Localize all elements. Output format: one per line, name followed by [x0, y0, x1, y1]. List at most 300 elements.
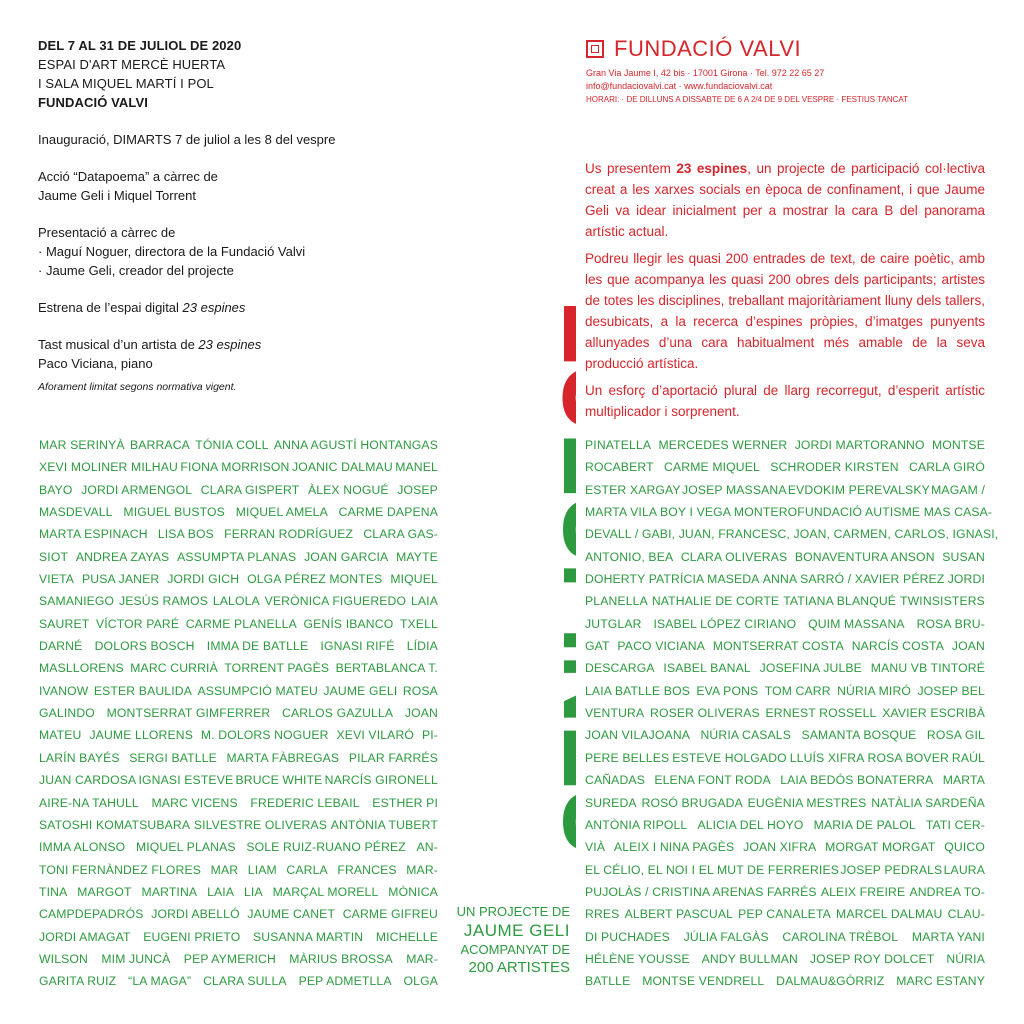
artist-name: NATÀLIA SARDEÑA [871, 795, 985, 810]
inauguration-text: Inauguració, DIMARTS 7 de juliol a les 8 del vespre [38, 132, 336, 147]
name-line [39, 657, 438, 679]
artist-name: IGNASI ESTEVE [138, 773, 234, 788]
artist-name: RRES [585, 907, 620, 922]
artist-name: JORDI ABELLÓ [151, 907, 240, 922]
artist-name: JOAN XIFRA [743, 840, 817, 855]
name-line [39, 613, 438, 635]
name-line [39, 836, 438, 858]
artist-name: QUIM MASSANA [808, 616, 905, 631]
intro-paragraph-1 [585, 158, 985, 242]
name-line [585, 546, 985, 568]
artist-name: SATOSHI KOMATSUBARA [39, 817, 191, 832]
action-line-2: Jaume Geli i Miquel Torrent [38, 188, 196, 203]
artist-name: FRANCES [337, 862, 397, 877]
artist-name: EVDOKIM PEREVALSKY [787, 482, 930, 497]
artist-name: DEVALL / GABI, JUAN, FRANCESC, JOAN, CARMEN, CARLOS, IGNASI, [585, 527, 999, 542]
artist-name: MAR- [406, 951, 438, 966]
artist-name: ASSUMPTA PLANAS [177, 549, 297, 564]
artist-name: PEP ADMETLLA [298, 974, 392, 989]
artist-name: MORGAT MORGAT [825, 840, 936, 855]
artist-name: MICHELLE [375, 929, 438, 944]
artist-name: AIRE-NA TAHULL [39, 795, 139, 810]
artist-name: M. DOLORS NOGUER [200, 728, 329, 743]
artist-name: PUSA JANER [81, 572, 160, 587]
artist-name: JOANIC DALMAU [291, 460, 393, 475]
artist-name: GALINDO [39, 706, 95, 721]
artist-name: DESCARGA [585, 661, 655, 676]
name-line [39, 434, 438, 456]
artist-name: NARCÍS GIRONELL [324, 773, 438, 788]
artist-name: MAR- [406, 862, 438, 877]
artist-name: CARME DAPENA [338, 505, 438, 520]
artist-name: GAT [585, 639, 610, 654]
artist-name: EL CÉLIO, EL NOI I EL MUT DE FERRERIES [585, 862, 840, 877]
artist-list-left [39, 434, 438, 993]
artist-name: ROSER OLIVERAS [650, 706, 760, 721]
artist-name: SAMANIEGO [39, 594, 115, 609]
artist-name: JORDI MARTORANNO [794, 438, 925, 452]
name-line [585, 590, 985, 612]
artist-name: CAROLINA TRÈBOL [782, 929, 899, 944]
artist-name: JOAN [404, 706, 438, 721]
artist-name: FUNDACIÓ AUTISME MAS CASA- [797, 505, 993, 520]
name-line [585, 948, 985, 970]
name-line [39, 702, 438, 724]
artist-name: PERE BELLES [585, 750, 670, 765]
artist-name: CAMPDEPADRÓS [39, 907, 144, 922]
foundation-logo [586, 36, 801, 62]
name-line [585, 792, 985, 814]
artist-name: MONTSE [931, 438, 985, 452]
subtitle-line-1: UN PROJECTE DE [456, 904, 570, 919]
artist-name: LAIA BEDÓS BONATERRA [780, 773, 934, 788]
artist-name: PUJOLÀS / CRISTINA ARENAS FARRÉS [585, 884, 817, 899]
event-dates: DEL 7 AL 31 DE JULIOL DE 2020 [38, 38, 242, 53]
name-line [39, 948, 438, 970]
intro-p1-start: Us presentem [585, 161, 677, 176]
name-line [39, 747, 438, 769]
artist-name: PLANELLA [585, 594, 648, 609]
name-line [585, 814, 985, 836]
artist-name: ROCABERT [585, 460, 654, 475]
artist-name: JÚLIA FALGÀS [683, 929, 769, 944]
name-line [39, 792, 438, 814]
artist-name: ROSA [402, 683, 438, 698]
artist-name: “LA MAGA” [128, 974, 192, 989]
artist-name: MIQUEL PLANAS [135, 840, 236, 855]
name-line [39, 635, 438, 657]
artist-name: CAÑADAS [585, 773, 645, 788]
artist-name: MONTSERRAT COSTA [712, 639, 844, 654]
capacity-note: Aforament limitat segons normativa vigent. [38, 381, 237, 393]
event-info [38, 36, 438, 394]
name-line [39, 479, 438, 501]
artist-name: XEVI MOLINER MILHAU [39, 460, 178, 475]
artist-name: IMMA ALONSO [39, 840, 126, 855]
artist-name: EUGÈNIA MESTRES [747, 795, 867, 810]
artist-name: PI- [421, 728, 438, 743]
artist-name: AN- [416, 840, 438, 855]
artist-name: BONAVENTURA ANSON [794, 549, 935, 564]
artist-name: XEVI VILARÓ [336, 728, 415, 743]
artist-name: LIA [243, 884, 263, 899]
artist-name: SAURET [39, 616, 90, 631]
artist-name: MASDEVALL [39, 505, 113, 520]
title-graphic [456, 300, 576, 860]
name-line [39, 881, 438, 903]
artist-name: QUICO [944, 840, 985, 855]
artist-name: ISABEL BANAL [663, 661, 751, 676]
artist-name: TINA [39, 884, 68, 899]
name-line [39, 456, 438, 478]
artist-name: LALOLA [212, 594, 260, 609]
artist-name: ROSA GIL [926, 728, 985, 743]
artist-name: CARME PLANELLA [185, 616, 297, 631]
artist-name: TOM CARR [764, 683, 831, 698]
premiere-prefix: Estrena de l’espai digital [38, 300, 183, 315]
name-line [39, 926, 438, 948]
artist-name: CARLA GIRÓ [908, 460, 985, 475]
artist-name: MASLLORENS [39, 661, 124, 676]
artist-name: CARME GIFREU [342, 907, 438, 922]
artist-name: BRUCE WHITE [235, 773, 323, 788]
venue-line-3: FUNDACIÓ VALVI [38, 95, 148, 110]
artist-name: JOSEP BEL [917, 683, 985, 698]
artist-name: NATHALIE DE CORTE [651, 594, 780, 609]
artist-name: PATRÍCIA MASEDA [648, 572, 760, 587]
artist-name: IGNASI RIFÉ [320, 639, 395, 654]
artist-name: PACO VICIANA [617, 639, 706, 654]
artist-name: TORRENT PAGÈS [224, 661, 330, 676]
artist-name: LARÍN BAYÉS [39, 750, 120, 765]
artist-name: MONTSERRAT GIMFERRER [106, 706, 271, 721]
artist-name: MARÇAL MORELL [272, 884, 379, 899]
artist-name: GENÍS IBANCO [303, 616, 394, 631]
artist-name: LÍDIA [406, 639, 438, 654]
artist-name: LAIA [207, 884, 235, 899]
artist-name: VIÀ [585, 840, 606, 855]
name-line [585, 479, 985, 501]
name-line [585, 926, 985, 948]
artist-name: ROSA BOVER [867, 750, 949, 765]
name-line [585, 456, 985, 478]
artist-name: JOAN VILAJOANA [585, 728, 691, 743]
name-line [39, 523, 438, 545]
name-line [585, 747, 985, 769]
artist-name: JUAN CARDOSA [39, 773, 137, 788]
artist-name: MATEU [39, 728, 82, 743]
name-line [39, 769, 438, 791]
name-line [39, 859, 438, 881]
music-performer: Paco Viciana, piano [38, 356, 153, 371]
address: Gran Via Jaume I, 42 bis · 17001 Girona · Tel. 972 22 65 27 [586, 68, 825, 78]
artist-name: ALEIX FREIRE [820, 884, 906, 899]
artist-name: MARTA YANI [911, 929, 985, 944]
artist-name: MAGAM / [931, 482, 985, 497]
name-line [39, 501, 438, 523]
artist-name: MAR [210, 862, 239, 877]
artist-name: LAURA [943, 862, 985, 877]
artist-name: MARTA FÀBREGAS [226, 750, 340, 765]
artist-name: IMMA DE BATLLE [206, 639, 309, 654]
name-line [585, 836, 985, 858]
name-line [39, 814, 438, 836]
artist-name: JORDI ARMENGOL [81, 482, 193, 497]
artist-list-right [585, 434, 999, 993]
artist-name: MIQUEL [390, 572, 438, 587]
artist-name: PILAR FARRÉS [348, 750, 438, 765]
artist-name: ANTÒNIA TUBERT [330, 817, 438, 832]
name-line [39, 903, 438, 925]
artist-name: MIM JUNCÀ [101, 951, 171, 966]
artist-name: JORDI [947, 572, 985, 587]
name-line [585, 724, 985, 746]
name-line [585, 501, 993, 523]
presentation-line-1: Presentació a càrrec de [38, 225, 176, 240]
artist-name: JOSEP ROY DOLCET [809, 951, 935, 966]
artist-name: SAMANTA BOSQUE [801, 728, 917, 743]
premiere-text [38, 298, 438, 317]
name-line [585, 881, 985, 903]
premiere-title: 23 espines [182, 300, 246, 315]
artist-name: BAYO [39, 482, 73, 497]
name-line [585, 680, 985, 702]
name-line [39, 724, 438, 746]
artist-name: VERÒNICA FIGUEREDO [264, 594, 407, 609]
artist-name: MARC CURRIÀ [130, 661, 218, 676]
subtitle [454, 903, 570, 977]
artist-name: JORDI GICH [167, 572, 240, 587]
artist-name: LIAM [247, 862, 277, 877]
artist-name: DALMAU&GÒRRIZ [776, 974, 885, 989]
artist-name: MARCEL DALMAU [836, 907, 943, 922]
artist-name: JORDI AMAGAT [39, 929, 131, 944]
artist-name: CARME MIQUEL [664, 460, 760, 475]
artist-name: LAIA [410, 594, 438, 609]
artist-name: BATLLE [585, 974, 631, 989]
artist-name: MARIA DE PALOL [813, 817, 916, 832]
artist-name: ELENA FONT RODA [654, 773, 771, 788]
music-text [38, 335, 438, 354]
name-line [39, 680, 438, 702]
artist-name: MARTA ESPINACH [39, 527, 148, 542]
artist-name: LAIA BATLLE BOS [585, 683, 690, 698]
name-line [39, 568, 438, 590]
artist-name: ISABEL LÓPEZ CIRIANO [653, 616, 797, 631]
artist-name: FERRAN RODRÍGUEZ [224, 527, 354, 542]
intro-text [585, 158, 985, 428]
artist-name: MARC VICENS [151, 795, 238, 810]
name-line [39, 590, 438, 612]
artist-name: JOSEP MASSANA [681, 482, 787, 497]
name-line [39, 970, 438, 992]
name-line [585, 613, 985, 635]
artist-name: JESÚS RAMOS [118, 594, 208, 609]
artist-name: RAÚL [951, 750, 985, 765]
artist-name: CARLA [286, 862, 328, 877]
presentation-line-3: · Jaume Geli, creador del projecte [38, 263, 234, 278]
artist-name: ANDREA ZAYAS [75, 549, 170, 564]
artist-name: NÚRIA [946, 951, 985, 966]
artist-name: SUREDA [585, 795, 637, 810]
name-line [585, 635, 985, 657]
artist-name: TÓNIA COLL [195, 438, 269, 452]
artist-name: MARC ESTANY [896, 974, 985, 989]
music-title: 23 espines [198, 337, 262, 352]
artist-name: ALEIX I NINA PAGÈS [613, 840, 735, 855]
artist-name: TXELL [399, 616, 438, 631]
artist-name: ANTONIO, BEA [585, 549, 674, 564]
logo-text: FUNDACIÓ VALVI [614, 36, 802, 61]
artist-name: ROSÓ BRUGADA [641, 795, 743, 810]
artist-name: IVANOW [39, 683, 89, 698]
artist-name: JUTGLAR [585, 616, 642, 631]
name-line [585, 702, 985, 724]
intro-p1-bold: 23 espines [676, 161, 748, 176]
artist-name: DARNÉ [39, 639, 83, 654]
artist-name: BERTABLANCA T. [335, 661, 438, 676]
intro-paragraph-3: Un esforç d’aportació plural de llarg recorregut, d’esperit artístic multiplicador i sorprenent. [585, 383, 985, 419]
name-line [585, 903, 985, 925]
artist-name: TATI CER- [925, 817, 985, 832]
artist-name: MANU VB TINTORÉ [870, 661, 985, 676]
artist-name: MIGUEL BUSTOS [123, 505, 225, 520]
artist-name: ANNA AGUSTÍ HONTANGAS [273, 438, 438, 452]
name-line [585, 769, 985, 791]
artist-name: VIETA [39, 572, 75, 587]
artist-name: ANDY BULLMAN [701, 951, 798, 966]
artist-name: DOHERTY [585, 572, 646, 587]
artist-name: ESTER XARGAY [585, 482, 681, 497]
artist-name: EVA PONS [696, 683, 759, 698]
artist-name: MERCEDES WERNER [658, 438, 788, 452]
name-line [585, 523, 999, 545]
artist-name: ASSUMPCIÓ MATEU [197, 683, 318, 698]
artist-name: ALICIA DEL HOYO [697, 817, 804, 832]
artist-name: JOSEP [397, 482, 438, 497]
artist-name: OLGA PÉREZ MONTES [247, 572, 383, 587]
artist-name: MARTA [942, 773, 985, 788]
artist-name: ESTER BAULIDA [93, 683, 192, 698]
artist-name: SILVESTRE OLIVERAS [193, 817, 328, 832]
contact-info [586, 67, 1006, 106]
artist-name: MAR SERINYÀ [39, 438, 125, 452]
artist-name: JAUME LLORENS [89, 728, 193, 743]
artist-name: LISA BOS [157, 527, 214, 542]
artist-name: ERNEST ROSSELL [765, 706, 877, 721]
venue-line-1: ESPAI D'ART MERCÈ HUERTA [38, 57, 226, 72]
opening-hours: HORARI: · DE DILLUNS A DISSABTE DE 6 A 2/4 DE 9 DEL VESPRE · FESTIUS TANCAT [586, 95, 909, 104]
artist-name: EUGENI PRIETO [143, 929, 241, 944]
subtitle-line-2: JAUME GELI [463, 921, 570, 940]
vertical-title [456, 300, 576, 860]
presentation-line-2: · Maguí Noguer, directora de la Fundació Valvi [38, 244, 306, 259]
artist-name: CLARA GISPERT [200, 482, 300, 497]
music-prefix: Tast musical d’un artista de [38, 337, 199, 352]
logo-square-icon [586, 40, 604, 58]
artist-name: BARRACA [129, 438, 190, 452]
artist-name: FREDERIC LEBAIL [250, 795, 360, 810]
artist-name: LLUÍS XIFRA [789, 750, 865, 765]
venue-line-2: I SALA MIQUEL MARTÍ I POL [38, 76, 214, 91]
name-line [585, 434, 985, 456]
artist-name: HÉLÈNE YOUSSE [585, 951, 690, 966]
artist-name: SUSAN [942, 549, 985, 564]
artist-name: JOSEP PEDRALS [840, 862, 943, 877]
artist-name: SIOT [39, 549, 69, 564]
artist-name: XAVIER ESCRIBÀ [882, 706, 985, 721]
artist-name: ANTÒNIA RIPOLL [585, 817, 688, 832]
artist-name: SUSANNA MARTIN [253, 929, 364, 944]
intro-p1-end: , un projecte de participació col·lectiva creat a les xarxes socials en època de confinament, i que Jaume Geli va idear inicialment per a mostrar la cara B del panorama artístic actual. [585, 161, 985, 239]
artist-name: JAUME GELI [323, 683, 398, 698]
artist-name: ANDREA TO- [909, 884, 985, 899]
intro-paragraph-2: Podreu llegir les quasi 200 entrades de text, de caire poètic, amb les que acompanya les quasi 200 obres dels participants; artistes de totes les disciplines, treballant majoritàriament lluny dels tallers, desubicats, a la recerca d’espines pròpies, d’imatges punyents allunyades d’una cara habitualment més amable de la seva producció artística. [585, 251, 985, 371]
name-line [585, 568, 985, 590]
artist-name: FIONA MORRISON [180, 460, 290, 475]
artist-name: JOAN [951, 639, 985, 654]
artist-name: MARTINA [141, 884, 198, 899]
artist-name: TONI FERNÀNDEZ FLORES [39, 862, 202, 877]
artist-name: VENTURA [585, 706, 645, 721]
artist-name: TATIANA BLANQUÉ [783, 594, 897, 609]
title-number: 23 [538, 302, 576, 434]
artist-name: VÍCTOR PARÉ [95, 616, 180, 631]
artist-name: ALBERT PASCUAL [624, 907, 734, 922]
name-line [585, 859, 985, 881]
artist-name: TWINSISTERS [900, 594, 985, 609]
artist-name: ESTEVE HOLGADO [672, 750, 787, 765]
artist-name: SERGI BATLLE [129, 750, 217, 765]
artist-name: MARGOT [77, 884, 132, 899]
artist-name: NÚRIA CASALS [700, 728, 792, 743]
artist-name: CARLOS GAZULLA [282, 706, 394, 721]
artist-name: CLAU- [947, 907, 985, 922]
artist-name: MAYTE [396, 549, 438, 564]
subtitle-line-3: ACOMPANYAT DE [460, 942, 570, 957]
artist-name: WILSON [39, 951, 88, 966]
artist-name: PEP AYMERICH [183, 951, 276, 966]
web-email: info@fundaciovalvi.cat · www.fundaciovalvi.cat [586, 81, 773, 91]
artist-name: MANEL [395, 460, 438, 475]
artist-name: MONTSE VENDRELL [642, 974, 765, 989]
artist-name: ÀLEX NOGUÉ [307, 482, 389, 497]
title-word: ESPINES [538, 432, 576, 860]
artist-name: MIQUEL AMELA [235, 505, 328, 520]
artist-name: MÀRIUS BROSSA [289, 951, 393, 966]
artist-name: ROSA BRU- [916, 616, 985, 631]
artist-name: MÒNICA [388, 884, 438, 899]
artist-name: SOLE RUIZ-RUANO PÉREZ [246, 840, 406, 855]
artist-name: PEP CANALETA [738, 907, 831, 922]
subtitle-line-4: 200 ARTISTES [468, 959, 570, 976]
artist-name: JOSEFINA JULBE [759, 661, 862, 676]
artist-name: CLARA SULLA [203, 974, 287, 989]
artist-name: SCHRODER KIRSTEN [770, 460, 899, 475]
name-line [585, 657, 985, 679]
artist-name: MARTA VILA BOY I VEGA MONTERO [585, 505, 798, 520]
artist-name: NARCÍS COSTA [851, 639, 945, 654]
artist-name: ESTHER PI [372, 795, 438, 810]
artist-name: DI PUCHADES [585, 929, 670, 944]
artist-name: DOLORS BOSCH [94, 639, 195, 654]
artist-name: CLARA GAS- [363, 527, 438, 542]
artist-name: JOAN GARCIA [304, 549, 389, 564]
artist-name: JAUME CANET [247, 907, 336, 922]
artist-name: NÚRIA MIRÓ [837, 683, 912, 698]
action-line-1: Acció “Datapoema” a càrrec de [38, 169, 218, 184]
artist-name: ANNA SARRÓ / XAVIER PÉREZ [762, 572, 945, 587]
